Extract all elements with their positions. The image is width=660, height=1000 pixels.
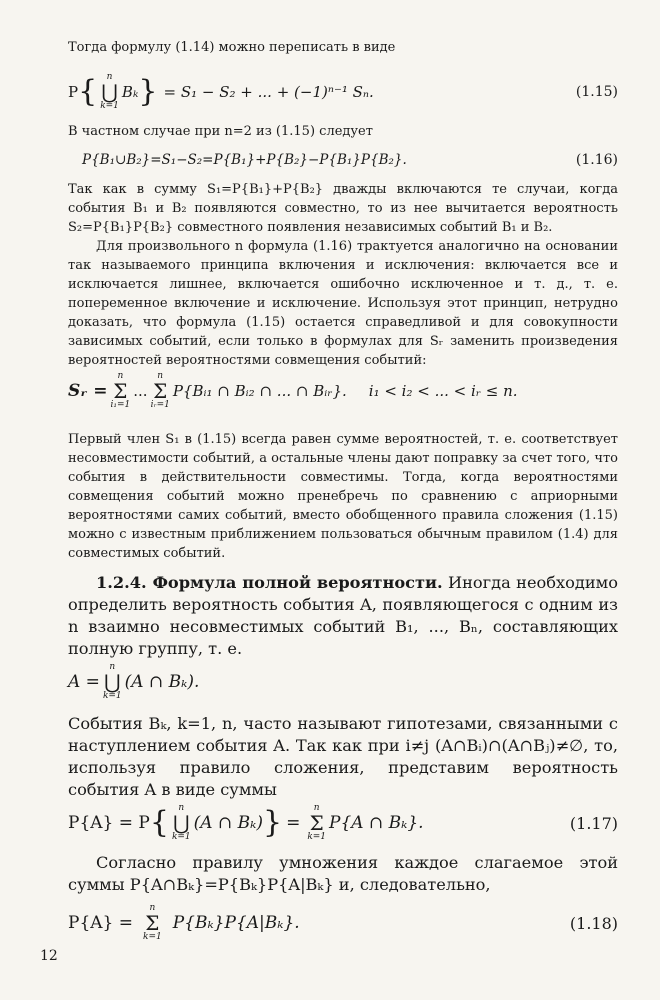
union-operator: n ⋃ k=1 [102,662,122,701]
eq-1-18-rhs: P{Bₖ}P{A|Bₖ}. [172,913,300,933]
eq-1-18-lhs: P{A} = [68,913,133,933]
dots: ... [133,382,148,400]
equals-sign: = [286,813,301,833]
page-number: 12 [40,948,58,964]
equation-number: (1.17) [569,813,618,833]
sum-operator: n Σ iᵣ=1 [150,371,170,410]
intro-text: Тогда формулу (1.14) можно переписать в виде [68,40,396,55]
equation-1-15 [68,72,618,112]
paragraph-multiplication: Согласно правилу умножения каждое слагаемое этой суммы P{A∩Bₖ}=P{Bₖ}P{A|Bₖ} и, следовательно, [68,853,618,894]
equation-number: (1.15) [575,84,618,100]
sr-lhs: Sᵣ = [68,381,108,401]
equation-1-17 [68,800,618,846]
equation-sr [68,368,618,414]
b-k: Bₖ [121,83,139,101]
eq-1-17-rhs: P{A ∩ Bₖ}. [329,813,424,833]
section-text: Иногда необходимо определить вероятность события A, появляющегося с одним из n взаимно несовместимых событий B₁, ..., Bₙ, составляющих полную группу, т. е. [68,573,618,658]
sum-operator: n Σ k=1 [307,803,327,842]
sum-operator: n Σ k=1 [143,903,162,942]
special-case-text: В частном случае при n=2 из (1.15) следует [68,124,373,139]
union-operator: n ⋃ k=1 [100,72,119,111]
section-title: 1.2.4. Формула полной вероятности. [96,573,443,592]
eq-1-17-inner: (A ∩ Bₖ) [193,813,263,833]
sum-operator: n Σ i₁=1 [110,371,131,410]
a-lhs: A = [68,672,100,692]
paragraph-arbitrary-n: Для произвольного n формула (1.16) трактуется аналогично на основании так называемого принципа включения и исключения: включается все и исключается лишнее, включается ошибочно исключенное и т. д., т. е. попеременное включение и исключение. Используя этот принцип, нетрудно доказать, что формула (1.15) остается справедливой и для совокупности зависимых событий, если только в формулах для Sᵣ заменить произведения вероятностей вероятностями совмещения событий: [68,239,618,368]
paragraph-hypotheses: События Bₖ, k=1, n, часто называют гипотезами, связанными с наступлением события A. Так как при i≠j (A∩Bᵢ)∩(A∩Bⱼ)≠∅, то, используя правило сложения, представим вероятность события A в виде суммы [68,714,618,799]
equation-number: (1.16) [575,152,618,168]
sr-condition: i₁ < i₂ < ... < iᵣ ≤ n. [368,382,518,400]
sr-body: P{Bᵢ₁ ∩ Bᵢ₂ ∩ ... ∩ Bᵢᵣ}. [172,382,347,400]
brace-left: { [78,74,98,109]
union-operator: n ⋃ k=1 [171,803,191,842]
paragraph-sum: Так как в сумму S₁=P{B₁}+P{B₂} дважды включаются те случаи, когда события B₁ и B₂ появляются совместно, то из нее вычитается вероятность S₂=P{B₁}P{B₂} совместного появления независимых событий B₁ и B₂. [68,182,618,235]
eq-1-15-rhs: = S₁ − S₂ + ... + (−1)ⁿ⁻¹ Sₙ. [163,83,374,101]
paragraph-first-term: Первый член S₁ в (1.15) всегда равен сумме вероятностей, т. е. соответствует несовместимости событий, а остальные члены дают поправку за счет того, что события в действительности совместимы. Тогда, когда вероятностями совмещения событий можно пренебречь по сравнению с априорными вероятностями самих событий, вместо обобщенного правила сложения (1.15) можно с известным приближением пользоваться обычным правилом (1.4) для совместимых событий. [68,432,618,561]
brace-left: { [149,805,169,840]
eq-1-17-lhs: P{A} = P [68,813,150,833]
a-rhs: (A ∩ Bₖ). [124,672,200,692]
brace-right: } [262,805,283,840]
eq-1-16-text: P{B₁∪B₂}=S₁−S₂=P{B₁}+P{B₂}−P{B₁}P{B₂}. [82,152,407,168]
section-paragraph [68,572,618,660]
equation-1-18 [68,900,618,946]
brace-right: } [138,74,158,109]
equation-number: (1.18) [569,913,618,933]
equation-1-16 [68,146,618,174]
equation-a [68,660,618,704]
p-symbol: P [68,83,79,101]
